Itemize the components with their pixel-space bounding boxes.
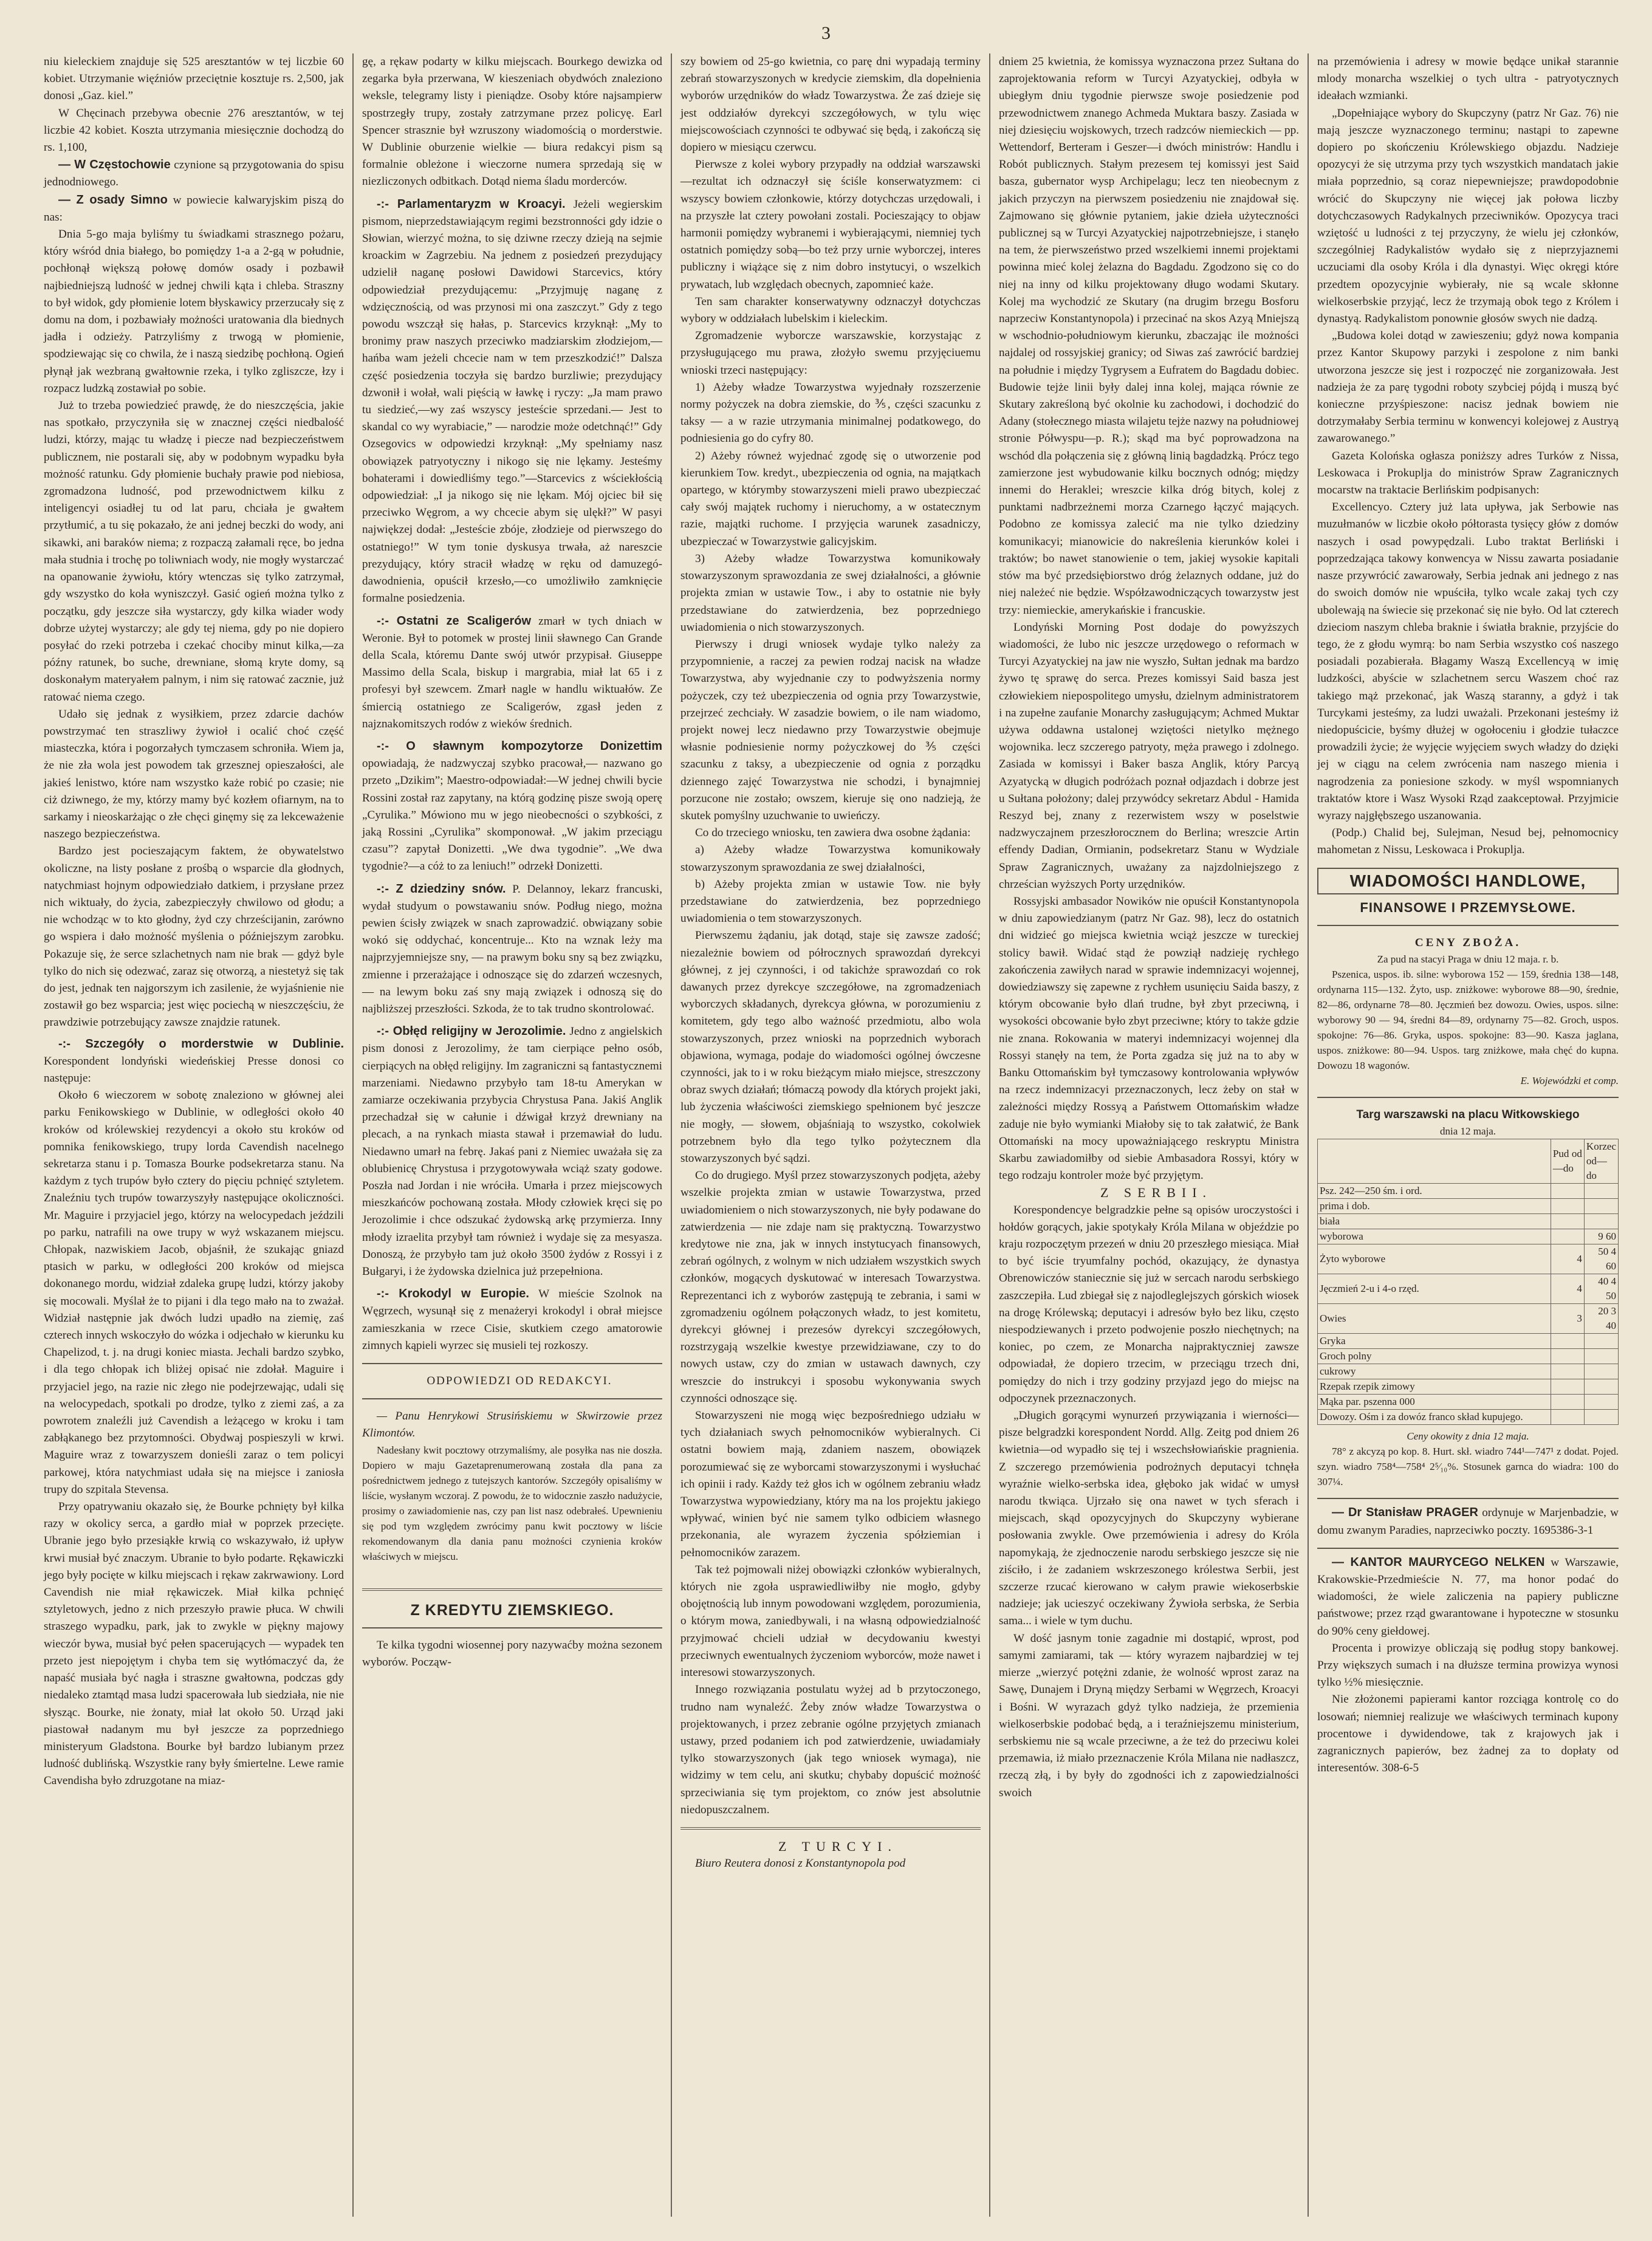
news-text: Jeżeli wegierskim pismom, nieprzedstawiającym regimi bezstronności gdy idzie o Słowian, wierzyć można, to się dziwne rzeczy dzieją na sejmie kroackim w Zagrzebiu. Na jednem z posiedzeń prezydujący udzielił naganę posłowi Dawidowi Starcevics, który odpowiedział prezydującemu: „Przyjmuję naganę z wdzięcznością, od was przynosi mi ona zaszczyt.” Gdy z tego powodu wszczął się hałas, p. Starcevics krzyknął: „My to bronimy praw naszych przeciwko madziarskim złodziejom,—hańba wam jeżeli chcecie nam w tem przeszkodzić!” Dalsza część posiedzenia toczyła się bardzo burzliwie; prezydujący dzwonił i wołał, wali pięścią w ławkę i ryczy: „Ja mam prawo tu siedzieć,—wy zaś wszyscy jesteście sprzedani.— Jest to skandal co wy wyrabiacie,” — narodzie może odetchnąć!” Gdy Ozsegovics w odpowiedzi krzyknął: „My spełniamy nasz obowiązek patryotyczny i nikogo się nie lękamy. Jesteśmy bohaterami i dowiedliśmy tego.”—Starcevics z wściekłością odpowiedział: „I ja nikogo się nie lękam. Mój ojciec bił się przeciwko Węgrom, a wy chcecie abym się ulękł?” W pasyi najwiękzej dodał: „Jesteście zbóje, złodzieje od pierwszego do ostatniego!” W tym tonie dyskusya trwała, aż nareszcie prezydujący, który stracił władzę w ręku od damuzegó-dawodnienia, opuścił krzesło,—co umożliwiło zamknięcie formalne posiedzenia. (362, 197, 663, 605)
paragraph: Nadesłany kwit pocztowy otrzymaliśmy, ale posyłka nas nie doszła. Dopiero w maju Gazetaprenumerowaną została dla pana za pośrednictwem jednego z tutejszych kantorów. Szczegóły opisaliśmy w liście, wysłanym wczoraj. Z powodu, że to widocznie zaszło nadużycie, prosimy o zawiadomienie nas, czy pan list nasz odebrałeś. Upewnieniu się pod tym względem zwrócimy panu kwit pocztowy w liście rekomendowanym dla dania panu możności czynienia kroków właściwych w miejscu. (362, 1444, 662, 1562)
paragraph: Co do trzeciego wniosku, ten zawiera dwa osobne żądania: (695, 826, 971, 840)
news-czestochowa (44, 156, 344, 191)
paragraph: Nie złożonemi papierami kantor rozciąga kontrolę co do losowań; niemniej realizuje we właściwych terminach kupony procentowe i dywidendowe, tak z krajowych jak i zagranicznych papierów, bez żadnej za to dopłaty od interesentów. 308-6-5 (1317, 1693, 1619, 1775)
column-1 (35, 53, 354, 2217)
news-head: — W Częstochowie (58, 158, 171, 172)
paragraph: Procenta i prowizye obliczają się podług stopy bankowej. Przy większych sumach i na dłuższe termina prowizya wynosi tylko ½% miesięcznie. (1317, 1641, 1619, 1689)
table-cell (1551, 1349, 1584, 1364)
paragraph: 1) Ażeby władze Towarzystwa wyjednały rozszerzenie normy pożyczek na dobra ziemskie, do ⅗, części szacunku z taksy — a w razie utrzymania minimalnej podatkowego, do podniesienia go do cyfry 80. (680, 380, 981, 445)
paragraph: 2) Ażeby równeż wyjednać zgodę się o utworzenie pod kierunkiem Tow. kredyt., ubezpieczenia od ognia, na majątkach opartego, w którymby stowarzyszeni mieli prawo ubezpieczać cały swój majątek ruchomy i nieruchomy, a w ostatecznym razie, majątki ruchome. I przyjęcia warunek zasadniczy, ubezpieczać w Towarzystwie galicyjskim. (680, 449, 981, 548)
paragraph: „Długich gorącymi wynurzeń przywiązania i wierności— pisze belgradzki korespondent Nordd. Allg. Zeitg pod dniem 26 kwietnia—od wypadło się tej i wszechsłowiańskie pragnienia. Z szczerego przemówienia podrożnych deputacyi tchnęła wyraźnie wielko-serbska idea, głęboko jak widać w umysł narodu tkwiąca. Ujrzało się ona nawet w tych sferach i miejscach, skąd opozycyjnych do Skupczyny wybierane posłowania zwykle. Owe przemówienia i adresy do Króla napomykają, że zjednoczenie narodu serbskiego jeszcze się nie ziściło, i że zadaniem wskrzeszonego królestwa Serbii, jest szczerze rzucać kierowano w całym prawie wiekoserbskie nadzieje; jak ucieszyć oczekiwany Żywioła serbska, że Serbia sama... i wiele w tym duchu. (999, 1409, 1299, 1628)
ad-nelken (1317, 1548, 1619, 1777)
table-row (1318, 1349, 1619, 1364)
paragraph: Innego rozwiązania postulatu wyżej ad b przytoczonego, trudno nam wynaleźć. Żeby znów władze Towarzystwa o projektowanych, i przez zebranie ogólne przyjętych zmianach ustawy, przed podaniem ich pod zatwierdzenie, uwiadamiały tylko stowarzyszonych (jak tego wniosek wymaga), nie widzimy w tem celu, ani skutku; chybaby dopuścić możność sprzeciwiania się tym projektom, co znów jest absolutnie niedopuszczalnem. (680, 1683, 981, 1816)
table-cell: 50 4 60 (1584, 1244, 1618, 1274)
grain-prices-intro: Za pud na stacyi Praga w dniu 12 maja. r. b. (1377, 953, 1559, 966)
news-head: -:- Krokodyl w Europie. (377, 1287, 529, 1301)
column-2 (354, 53, 672, 2217)
news-crocodile (362, 1285, 662, 1354)
section-title-serbia: Z SERBII. (1100, 1185, 1213, 1201)
table-row (1318, 1244, 1619, 1274)
paragraph: b) Ażeby projekta zmian w ustawie Tow. nie były przedstawiane do zatwierdzenia, bez poprzedniego uwiadomienia o tem stowarzyszonych. (680, 877, 981, 925)
table-cell (1551, 1334, 1584, 1349)
news-text: Jedno z angielskich pism donosi z Jerozolimy, że tam cierpiące pełno osób, cierpiących na obłęd religijny. Im zagraniczni są fantastycznemi marzeniami. Niedawno przybyło tam 18-tu Amerykan w zamiarze oczekiwania przybycia Chrystusa Pana. Jakiś Anglik przechadzał się w całunie i dźwigał krzyż drewniany na plecach, a na rynkach miasta stawał i przemawiał do ludu. Niedawno umarł na febrę. Jakaś pani z Niemiec uważała się za oblubienicę Chrystusa i przygotowywała wciąż szaty godowe. Poszła nad Jordan i nie wróciła. Umarła i przez miejscowych mieszkańców pochowaną została. Młody człowiek kręci się po Jerozolimie i chce odszukać żydowską arkę przymierza. Inny młody izraelita przybył tam również i wydaje się za mesyasza. Donoszą, że przybyło tam już około 3500 żydów z Rossyi i z Bułgaryi, i że żydowska dzielnica już przepełniona. (362, 1025, 663, 1278)
paragraph: Udało się jednak z wysiłkiem, przez zdarcie dachów powstrzymać ten straszliwy żywioł i ocalić choć część miasteczka, która i pogorzałych tymczasem schroniła. Wiem ja, że nie zła wola jest powodem tak grzesznej opieszałości, ale jakieś lenistwo, które nam wszystko każe robić po czasie; nie ciż dziwnego, że my, którzy mamy być kozłem ofiarnym, na to sarkamy i nieoskarżając o złe chęci ginęmy się za lekceważenie naszego bezpieczeństwa. (44, 707, 344, 841)
spirits-title: Ceny okowity z dnia 12 maja. (1407, 1430, 1529, 1443)
paragraph: 3) Ażeby władze Towarzystwa komunikowały stowarzyszonym sprawozdania ze swej działalności, a głównie projekta zmian w ustawie Tow., i aby to ostatnie nie były przedstawiane do zatwierdzenia, bez poprzedniego uwiadomienia o nich stowarzyszonych. (680, 552, 981, 634)
table-cell: 3 (1551, 1304, 1584, 1334)
divider (362, 1398, 662, 1399)
news-text: zmarł w tych dniach w Weronie. Był to potomek w prostej linii sławnego Can Grande della Scala, któremu Dante swój utwór przypisał. Giuseppe Massimo della Scala, biskup i margrabia, miał lat 65 i z profesyi był szewcem. Zmarł nagle w handlu wiktuałów. Ze śmiercią ostatniego ze Scaligerów, zgasł jeden z najznakomitszych rodów z wieków średnich. (362, 614, 663, 730)
table-row (1318, 1214, 1619, 1229)
columns (35, 53, 1628, 2217)
market-date: dnia 12 maja. (1439, 1125, 1496, 1138)
divider (1317, 925, 1619, 926)
paragraph: Biuro Reutera donosi z Konstantynopola pod (695, 1857, 906, 1870)
table-row (1318, 1379, 1619, 1395)
table-cell (1584, 1214, 1618, 1229)
paragraph: niu kieleckiem znajduje się 525 aresztantów w tej liczbie 60 kobiet. Utrzymanie więźniów przeciętnie kosztuje rs. 2,500, jak donosi „Gaz. kiel.” (44, 55, 344, 103)
news-head: -:- Parlamentaryzm w Kroacyi. (377, 197, 566, 211)
paragraph: gę, a rękaw podarty w kilku miejscach. Bourkego dewizka od zegarka była przerwana, W kieszeniach obydwóch znaleziono weksle, telegramy listy i pieniądze. Osoby które najsampierw spostrzegły trupy, zostały zatrzymane przez policyę. Earl Spencer strasznie był wzruszony wiadomością o morderstwie. W Dublinie oburzenie wielkie — biura redakcyi pism są formalnie obleżone i wieczorne numera sprzedają się w niezliczonych odbitkach. Dotąd niema śladu morderców. (362, 55, 662, 188)
paragraph: Pierwsze z kolei wybory przypadły na oddział warszawski —rezultat ich odznaczył się ściśle konserwatyzmem: ci wszyscy bowiem członkowie, którzy dotychczas urzędowali, i na przyszłe lat cztery powołani zostali. Pocieszający to objaw harmonii pomiędzy wybranemi i wybierającymi, niemniej tych ostatnich pomiędzy sobą—bo też przy urnie wyborczej, interes publiczny i wiążące się z nim dobro instytucyi, o wszelkich prywatach, lub względach obecnych, zapomnieć każe. (680, 158, 981, 291)
table-row (1318, 1334, 1619, 1349)
table-header-row (1318, 1139, 1619, 1184)
paragraph: Dnia 5-go maja byliśmy tu świadkami strasznego pożaru, który wśród dnia białego, bo pomiędzy 1-a a 2-gą w południe, pochłonął większą połowę domów osady i pozbawił najbiedniejszą ludność w jednej chwili kąta i chleba. Straszny to był widok, gdy płomienie lotem błyskawicy przerzucały się z domu na dom, i pozbawiały możności uratowania dla biednych jadła i odzieży. Patrzyliśmy z trwogą w płomienie, spodziewając się co chwila, że i naszą siedzibę pochłoną. Ogień płynął jak wezbraną gwałtownie rzeka, i tylko zgliszcze, łzy i rozpacz ludzką zostawiał po sobie. (44, 228, 344, 395)
section-subtitle-trade: FINANSOWE I PRZEMYSŁOWE. (1360, 899, 1576, 915)
table-cell: biała (1318, 1214, 1551, 1229)
table-cell: 9 60 (1584, 1229, 1618, 1244)
table-cell: Mąka par. pszenna 000 (1318, 1395, 1551, 1410)
paragraph: Excellencyo. Cztery już lata upływa, jak Serbowie nas muzułmanów w liczbie około półtorasta tysięcy głów z domów naszych i osad powypędzali. Lubo traktat Berliński i poprzedzająca takowy konwencya w Nissu zawarta posiadanie nasze przywrócić zawarowały, Serbia jednak ani jednego z nas do swoich domów nie wpuściła, tylko wcale zakaj tych czy ubolewają na świecie się przekonać się nie było. Od lat czterech dzieciom naszym chleba braknie i światła braknie, przyjście do tego, że z głodu wymrą: bo nam Serbia wszystko coś naszego posiadali pozabierała. Błagamy Waszą Excellencyą w imię ludzkości, abyście w szlachetnem sercu Waszem choć raz takiego mąż przekonać, jak Waszą staranny, a gdyż i tak Turcykami jesteśmy, za ludzi uważali. Przekonani jesteśmy iż niedopuścicie, byśmy dłużej w ogołoceniu i głodzie tułaczce prowadzili życie; że wyjęcie wyjęciem swych władzy do dzięki jej w ciągu na celem zwrócenia nam naszego mienia i nagrodzenia za poniesione szkody. w myśl wspomnianych traktatów ktore i Wasz Wysoki Rząd zaakceptował. Przyjmicie wyrazy najgłębszego uszanowania. (1317, 501, 1619, 822)
table-cell: Dowozy. Ośm i za dowóz franco skład kupujego. (1318, 1410, 1551, 1425)
column-3 (672, 53, 990, 2217)
ad-body: w Warszawie, Krakowskie-Przedmieście N. 77, ma honor podać do wiadomości, że wiele zaliczenia na papiery publiczne państwowe; przez rząd gwarantowane i hypoteczne w stosunku do 90% ceny giełdowej. (1317, 1556, 1619, 1638)
news-dreams (362, 880, 662, 1018)
paragraph: W dość jasnym tonie zagadnie mi dostąpić, wprost, pod samymi zamiarami, tak — który wyrazem najbardziej w tej mierze „wierzyć potężni zdanie, że wolność wprost zaraz na Sawę, Dunajem i Dryną między Serbami w Węgrzech, Kroacyi i Bośni. W wyrazach gdyż tylko nadzieja, że przemienia wielkoserbskie podobać będą, a i teraźniejszemu ministerium, serbskiemu nie są wcale przeciwne, a że też do przeciwu kolei przemawia, iż miało przeznaczenie Króla Milana nie nadłaszcz, rzeczą złą, i by były do zgodności ich z zapowiedzialności swoich (999, 1632, 1299, 1799)
paragraph: a) Ażeby władze Towarzystwa komunikowały stowarzyszonym sprawozdania ze swej działalności, (680, 843, 981, 874)
table-cell (1551, 1379, 1584, 1395)
table-cell: Rzepak rzepik zimowy (1318, 1379, 1551, 1395)
table-cell (1551, 1214, 1584, 1229)
table-cell (1551, 1395, 1584, 1410)
ad-head: — Dr Stanisław PRAGER (1332, 1506, 1478, 1520)
news-jerusalem (362, 1023, 662, 1280)
paragraph: Rossyjski ambasador Nowików nie opuścił Konstantynopola w dniu zapowiedzianym (patrz Nr Gaz. 98), lecz do ostatnich dni widzieć go miejsca kwietnia wciąż jeszcze w tureckiej stolicy bawił. Widać stąd że powziął nadzieję rychłego zakończenia zawiłych narad w sprawie indemnizacyi wojennej, dowiedziawszy się zapewne z rychłem usunięciu Saida baszy, z którym obcowanie było dlań trudne, był zbyt przeciwną, i wysokości obcowanie było zbyt przeciwne; który to także gdzie nie znana. Rokowania w materyi indemnizacyi wojennej dla Rossyi stanęły na tem, że Porta zgadza się już na to aby w Banku Ottomańskim był tymczasowy kontrolowania wpływów na rzecz indemnizacyi przeznaczonych, lecz żeby on stał w zależności między Rossyą a Państwem Ottomańskim władze zaduje nie było wymianki Miałoby się to tak załatwić, że Bank Ottomański na mocy upoważniającego reskryptu Ministra Skarbu zawiadomiłby od siebie Ambasadora Rossyi, który w tego rodzaju kontroler może być przyjętym. (999, 894, 1299, 1182)
table-cell (1584, 1364, 1618, 1379)
market-title: Targ warszawski na placu Witkowskiego (1356, 1108, 1580, 1122)
paragraph: Korespondencye belgradzkie pełne są opisów uroczystości i hołdów gorących, jakie spotykały Króla Milana w objeździe po kraju rozpoczętym przezeń w dniu 20 przeszłego miesiąca. Miał to być iście tryumfalny pochód, okazujący, że dynastya Obrenowiczów staniecznie się już w sercach narodu serbskiego zaszczepiła. Lud zbiegał się z najodleglejszych górskich wiosek na drogę Królewską; deputacyi i adresów było bez liku, często niespodziewanych i przeto podwojenie poszło niechętnych; na koniec, po czem, ze Monarcha najpraktyczniej zawsze odpowiadał, że dopiero trzecim, w przeciągu trzech dni, pomiędzy do nich i trzy godziny przyjazd jego do miejsc na odpoczynek przeznaczonych. (999, 1203, 1299, 1405)
table-row (1318, 1229, 1619, 1244)
table-cell: 4 (1551, 1274, 1584, 1304)
news-donizetti (362, 738, 662, 876)
table-cell (1551, 1410, 1584, 1425)
table-cell (1551, 1229, 1584, 1244)
section-title-credit: Z KREDYTU ZIEMSKIEGO. (410, 1601, 614, 1619)
paragraph: Już to trzeba powiedzieć prawdę, że do nieszczęścia, jakie nas spotkało, przyczyniła się w znacznej części niedbalość ludzi, którzy, mając tu władzę i piecze nad bezpieczeństwem publicznem, nie postarali się, aby w podobnym wypadku była możność ratunku. Gdy płomienie buchały prawie pod niebiosa, zgromadzona ludność, pod przewodnictwem kilku z inteligencyi osiadłej tu od lat paru, chciała je gwałtem przytłumić, a tu się pokazało, że ani jednej beczki do wody, ani sikawki, ani baraków niema; z rozpaczą załamali ręce, bo jedna mała studnia i trochę po toliwniach wody, nie mogły wystarczać na opanowanie żywiołu, który wtenczas się tylko zatrzymał, gdy wszystko do koła wyniszczył. Gasić ogień można tylko z początku, gdy jeszcze siła wystarczy, gdy kilka wiader wody dobrze użytej wystarczy; ale gdy tej niema, gdy po nie dopiero posyłać do rzeki potrzeba i czekać chociby minut kilka,—za późny ratunek, bo suche, drewniane, słomą kryte domy, są doskonałym materyałem palnym, i nim się ratować zacznie, już ratować niema czego. (44, 399, 344, 704)
table-cell (1584, 1199, 1618, 1214)
section-title-redakcja: ODPOWIEDZI OD REDAKCYI. (427, 1374, 612, 1388)
grain-prices-title: CENY ZBOŻA. (1414, 936, 1521, 949)
section-title-turkey: Z TURCYI. (778, 1838, 897, 1854)
news-text: P. Delannoy, lekarz francuski, wydał studyum o powstawaniu snów. Podług niego, można pewien ścisły związek w snach zaprowadzić. obwiązany sobie wokó się oddychać, koncentruje... Kto na wznak leży ma najprzyjemniejsze sny, — na prawym boku sny są bez związku, zmienne i przerażające i odnoszące się do zdarzeń wczesnych,— na lewym boku zaś sny mają związek i odnoszą się do najbliższej przeszłości. Szkoda, że to tak trudno skontrolować. (362, 882, 662, 1015)
ad-text (1317, 1504, 1619, 1539)
paragraph: na przemówienia i adresy w mowie będące unikał starannie mlody monarcha wszelkiej o tych ultra - patryotycznych ideałach wzmianki. (1317, 55, 1619, 103)
paragraph: Pierwszy i drugi wniosek wydaje tylko należy za przypomnienie, a raczej za pewien rodzaj nacisk na władze Towarzystwa, aby wyjednanie czy to podwyższenia normy pożyczek, czy też ubezpieczenia od ognia przy Towarzystwie, przejrzeć zechciały. W zasadzie bowiem, o ile nam wiadomo, projekt nowej lecz niedawno przy Towarzystwie obejmuje własnie podniesienie normy pożyczkowej do ⅗ części szacunku z taksy, a ubezpieczenie od ognia z porządku dziennego zajęć Towarzystwa nie schodzi, i bynajmniej porzucone nie zostało; owszem, kieruje się ono nadzieją, że skutek pomyślny uzuchwanie to uwieńczy. (680, 637, 981, 822)
table-row (1318, 1395, 1619, 1410)
table-cell: 4 (1551, 1244, 1584, 1274)
paragraph: Około 6 wieczorem w sobotę znaleziono w głównej alei parku Fenikowskiego w Dublinie, w odległości około 40 kroków od królewskiej rezydencyi a około stu kroków od pomnika fenikowskiego, trupy lorda Cavendish nacelnego sekretarza stanu i p. Tomasza Bourke podsekretarza stanu. Na każdym z tych trupów było cztery do pięciu pchnięć sztyletem. Znaleźniu tych trupów towarzyszyły następujące okoliczności. Mr. Maguire i przyjaciel jego, którzy na welocypedach jeździli po parku, natrafili na owe trupy w wyż wskazanem miejscu. Chłopak, nazwiskiem Jacob, objaśnił, że szukając gniazd ptasich w parku, w odległości 200 kroków od miejsca dokonanego mordu, widział zdaleka grupę ludzi, którzy jakoby się mocowali. Myślał że to pijani i dla tego mało na to zważał. Widział następnie jak dwóch ludzi upadło na ziemię, zaś czterech innych wskoczyło do wózka i odjechało w kierunku ku Chapelizod, t. j. na drugi koniec miasta. Jechali bardzo szybko, i dla tego chłopak ich bliżej opisać nie zdołał. Maguire i przyjaciel jego, na razie nic złego nie podejrzewając, udali się na welocypedach, spotkali po drodze, tylko z ziemi zaś, a za powrotem znaleźli już Cavendish a leżącego w kroku i tam zabłąkanego bez przytomności. Obydwaj pospieszyli w krwi. Maguire wraz z towarzyszem donieśli zaraz o tem policyi parkowej, która natychmiast udała się na miejsce i zaniosła trupy do szpitala Stevensa. (44, 1089, 344, 1496)
grain-prices-signature: E. Wojewódzki et comp. (1520, 1075, 1619, 1087)
table-cell: Psz. 242—250 śm. i ord. (1318, 1184, 1551, 1199)
table-header-cell: Korzec od—do (1584, 1139, 1618, 1184)
news-head: -:- Obłęd religijny w Jerozolimie. (377, 1024, 566, 1038)
table-row (1318, 1274, 1619, 1304)
reply-addressee: — Panu Henrykowi Strusińskiemu w Skwirzowie przez Klimontów. (362, 1410, 662, 1440)
page-number: 3 (821, 23, 831, 43)
table-cell (1584, 1379, 1618, 1395)
news-text: W mieście Szolnok na Węgrzech, wysunął się z menażeryi krokodyl i obrał miejsce zamieszkania w rzece Cisie, skutkiem czego amatorowie zimnych kąpieli wyrzec się musieli tej rozkoszy. (362, 1288, 663, 1352)
table-cell: prima i dob. (1318, 1199, 1551, 1214)
column-4 (990, 53, 1309, 2217)
table-cell: Groch polny (1318, 1349, 1551, 1364)
news-simno (44, 191, 344, 226)
table-cell (1584, 1334, 1618, 1349)
ad-head: — KANTOR MAURYCEGO NELKEN (1332, 1555, 1545, 1569)
table-cell (1584, 1395, 1618, 1410)
table-row (1318, 1304, 1619, 1334)
news-head: -:- Ostatni ze Scaligerów (377, 614, 532, 628)
table-cell (1584, 1184, 1618, 1199)
news-scaliger (362, 613, 662, 733)
paragraph: Co do drugiego. Myśl przez stowarzyszonych podjęta, ażeby wszelkie projekta zmian w ustawie Towarzystwa, przed uwiadomieniem o nich stowarzyszonych, nie były podawane do zatwierdzenia — nie zdaje nam się praktyczną. Towarzystwo kredytowe nie zna, jak w innych instytucyach finansowych, zebrań ogólnych, z wolnym w nich udziałem wszystkich swych członków, mogących dyskutować w interesach Towarzystwa. Reprezentanci ich z wyborów zastępują te zebrania, i sami w zgromadzeniu ogólnem połączonych władz, to jest komitetu, dyrekcyi głównej i prezesów dyrekcyi szczegółowych, rozstrzygają wszelkie kwestye przewidziawane, czy to do nowych ustaw, czy do zmian w ustawach dawnych, czy wreszcie do instrukcyi i sposobu wykonywania swych czynności odnoszące się. (680, 1169, 981, 1405)
table-cell (1584, 1349, 1618, 1364)
divider (1317, 1097, 1619, 1098)
paragraph: „Dopełniające wybory do Skupczyny (patrz Nr Gaz. 76) nie mają jeszcze wyznaczonego terminu; nastąpi to zapewne dopiero po skończeniu Królewskiego objazdu. Nadzieje opozycyi że się utrzyma przy tych wszystkich mandatach jakie miała poprzednio, są coraz niepewniejsze; prawdopodobnie wrócić do Skupczyny nie więcej jak połowa liczby dotychczasowych Radykalnych przeciwników. Opozycya traci wziętość u ludności z tej przyczyny, że wielu jej członków, szczególniej Radykalistów wydało się z nieprzyjaznemi uczuciami dla osoby Króla i dla dynastyi. Więc okręgi które przedtem opozycyjnie wybierały, nie są wcale skłonne wielkoserbskie przyjąć, lecz że trzymają obok tego z Królem i dynastyą. Radykalistom ponownie głosów swych nie dadzą. (1317, 106, 1619, 326)
news-head: -:- Z dziedziny snów. (377, 882, 506, 896)
table-row (1318, 1410, 1619, 1425)
news-head: -:- Szczegóły o morderstwie w Dublinie. (58, 1037, 344, 1051)
divider (362, 1588, 662, 1591)
news-kroacya (362, 196, 662, 608)
paragraph: Ten sam charakter konserwatywny odznaczył dotychczas wybory w oddziałach lubelskim i kieleckim. (680, 295, 981, 326)
table-cell (1584, 1410, 1618, 1425)
paragraph: Stowarzyszeni nie mogą więc bezpośredniego udziału w tych działaniach swych pełnomocników wybieralnych. Ci ostatni bowiem mają, zdaniem naszem, obowiązek porozumiewać się ze wyborcami stowarzyszonymi i wysłuchać ich opinii i rady. Każdy też głos ich w ogólnem zebraniu władz Towarzystwa wypowiedziany, który ma na los projektu jakiego wpływać, winien być nie samem tylko odbiciem własnego przekonania, ale wyrazem życzenia spółziemian i pełnomocników zarazem. (680, 1409, 981, 1559)
table-cell: Jęczmień 2-u i 4-o rzęd. (1318, 1274, 1551, 1304)
paragraph: Pierwszemu żądaniu, jak dotąd, staje się zawsze zadość; niezależnie bowiem od półrocznych sprawozdań dyrekcyi głównej, z jej czynności, i od takichże sprawozdań co rok dawanych przez dyrekcye szczegółowe, na zgromadzeniach wyborczych składanych, dyrekcya główna, w porozumieniu z komitetem, gdy tego albo ważność przedmiotu, albo wola stowarzyszonych, przez wnioski na poprzednich wyborach objawiona, wymaga, podaje do wiadomości ogólnej ówczesne czynności, jak to i w roku bieżącym miało miejsce, streszczony obraz swych działań; tłómaczą powody dla których projekt jaki, lub życzenia właściwości ziemskiego spełnionem być jeszcze nie mogły, — słowem, objaśniają to wszystko, cokolwiek potrzebnem było dla tego tylko pożytecznem dla stowarzyszonych być sądzi. (680, 929, 981, 1165)
paragraph: dniem 25 kwietnia, że komissya wyznaczona przez Sułtana do zaprojektowania reform w Turcyi Azyatyckiej, odbyła w ubiegłym dniu tygodnie pierwsze swoje posiedzenie pod przewodnictwem znanego Achmeda Muktara baszy. Zasiada w niej dziesięciu wojskowych, trzech radzców niemieckich — pp. Wettendorf, Berteram i Geszer—i dwóch ministrów: Handlu i Robót publicznych. Stałym prezesem tej komissyi jest Said basza, gubernator wysp Archipelagu; lecz ten nieobecnym z jakich przyczyn na pierwszem posiedzeniu nie znajdował się. Zajmowano się głównie pytaniem, jakie dzieła użyteczności publicznej są w Turcyi Azyatyckiej najpotrzebniejsze, i stanęło na tem, że pierwszeństwo przed wszelkiemi innemi projektami powinna mieć kolej żelazna do Bagdadu. Zgodzono się co do niej na inny od kilku projektowany długo wodami Skutary. Kolej ma wychodzić ze Skutary (na drugim brzegu Bosforu naprzeciw Konstantynopola) i przecinać na skos Azyą Mniejszą w wschodnio-południowym kierunku, zbaczając ile możności najdalej od rossyjskiej granicy; od Siwas zaś zawrócić bardziej na południe i między Tygrysem a Eufratem do Bagdadu dobiec. Budowie tejże linii były dalej inna kolej, mająca równie ze Skutary zakreśloną być okolnie ku zachodowi, i dochodzić do Adany (stołecznego miasta wilajetu tejże nazwy na południowej stronie Półwyspu—p. R.); skąd ma być poprowadzona na wschód dla połączenia się z główną linią bagdadzką. Prócz tego zamierzone jest wybudowanie kilku bocznych odnóg; między innemi do Heraklei; wreszcie kilka dróg bitych, kolej z punktami nadbrzeżnemi morza Czarnego łączyć mających. Podobno ze komissya zalecić ma nie tylko dziedziny komunikacyi; mianowicie do nakreślenia kierunków kolei i traktów; bo nawet stanowienie o tem, jakiej wysokie kapitali stów ma być przedsiębiorstwo dróg żelaznych oddane, już do niej należeć nie będzie. Współzawodniczących towarzystw jest trzy: niemieckie, amerykańskie i francuskie. (999, 55, 1299, 617)
ad-body: ordynuje w Marjenbadzie, w domu zwanym Paradies, naprzeciwko poczty. 1695386-3-1 (1317, 1506, 1619, 1537)
table-cell: Gryka (1318, 1334, 1551, 1349)
table-cell: Owies (1318, 1304, 1551, 1334)
column-5 (1309, 53, 1627, 2217)
table-cell: cukrowy (1318, 1364, 1551, 1379)
table-cell: 20 3 40 (1584, 1304, 1618, 1334)
paragraph: W Chęcinach przebywa obecnie 276 aresztantów, w tej liczbie 42 kobiet. Koszta utrzymania miesięcznie dochodzą do rs. 1,100, (44, 106, 344, 154)
paragraph: Gazeta Kolońska ogłasza poniższy adres Turków z Nissa, Leskowaca i Prokuplja do ministrów Spraw Zagranicznych mocarstw na traktacie Berlińskim podpisanych: (1317, 449, 1619, 497)
divider (680, 1827, 981, 1830)
table-header-cell (1318, 1139, 1551, 1184)
news-text: w powiecie kalwaryjskim piszą do nas: (44, 193, 344, 224)
paragraph: Londyński Morning Post dodaje do powyższych wiadomości, że lubo nic jeszcze urzędowego o reformach w Turcyi Azyatyckiej na jaw nie wyszło, Sułtan jednak ma bardzo żywo tę sprawę do serca. Prezes komissyi Said basza jest człowiekiem niepospolitego umysłu, dzielnym administratorem i na zupełne zaufanie Monarchy zasługującym; Achmed Muktar używa oddawna ustalonej wziętości nietylko mężnego wojownika. lecz szczerego patryoty, męża prawego i zdolnego. Zasiada w komissyi i Baker basza Anglik, który Parcyą Azyatycką w długich podróżach poznał odjazdach i dobrze jest u Sułtana położony; dalej przywódcy sekretarz Abdul - Hamida Reszyd bej, znany z rezerwistem wszy w poselstwie nadzwyczajnem przeszłorocznem do Berlina; wreszcie Artin effendy Dadian, Ormianin, podsekretarz Stanu w Wydziale Spraw Zagranicznych, uważany za najzdolniejszego z chrześcian wyższych Porty urzędników. (999, 620, 1299, 891)
table-cell (1551, 1199, 1584, 1214)
news-head: — Z osady Simno (58, 193, 168, 207)
paragraph: Tak też pojmowali niżej obowiązki członków wybieralnych, których nie zgoła usprawiedliwiłby nie mogło, gdyby obojętnością lub innym powodowani względem, porozumienia, o którym mowa, zaniedbywali, i na własną odpowiedzialność przyjmować chcieli udział w decydowaniu kwestyi przeciwnych ewentualnych życzeniom wyborców, może nawet i interesowi stowarzyszonych. (680, 1563, 981, 1680)
divider (362, 1363, 662, 1364)
news-text: opowiadają, że nadzwyczaj szybko pracował,— nazwano go przeto „Dzikim”; Maestro-odpowiadał:—W jednej chwili bycie Rossini został raz zapytany, na którą godzinę pisze swoją operę „Cyrulika.” Mówiono mu w jego nieobecności o szybkości, z jaką Rossini „Cyrulika” skomponował. „W jakim przeciągu czasu”? zapytał Donizetti. „We dwa tygodnie”. „We dwa tygodnie?—a cóż to za leniuch!” odrzekł Donizetti. (362, 757, 662, 873)
table-cell: wyborowa (1318, 1229, 1551, 1244)
market-price-table (1317, 1139, 1619, 1425)
table-cell (1551, 1184, 1584, 1199)
divider (362, 1627, 662, 1628)
paragraph: Te kilka tygodni wiosennej pory nazywaćby można sezonem wyborów. Począw- (362, 1638, 662, 1669)
table-header-cell: Pud od—do (1551, 1139, 1584, 1184)
paragraph: szy bowiem od 25-go kwietnia, co parę dni wypadają terminy zebrań stowarzyszonych w kredycie ziemskim, dla dopełnienia wyborów urzędników do władz Towarzystwa. Że zaś dzieje się jest oddziałów dyrekcyi szczegółowych, w tylu więc miejscowościach czynności te odbywać się będą, i zakończą się dopiero w miesiącu czerwcu. (680, 55, 981, 154)
paragraph: Bardzo jest pocieszającym faktem, że obywatelstwo okoliczne, na listy posłane z prośbą o wsparcie dla głodnych, natychmiast hojnym odpowiedziało datkiem, i przysłane przez nich wiktuały, do życia, zabezpieczyły chwilowo od głodu; a nie wchodząc w to kto głodny, żyd czy chrześcijanin, zarówno go wspiera i dało możność myślenia o późniejszym zarobku. Pokazuje się, że serce szlachetnych nam nie brak — gdyż byle tylko do nich się odezwać, zaraz się otworzą, a niestetyż się tak do jest, jednak ten najgorszym ich zasilenie, że wyjaśnienie nie zostawił go bez wsparcia; jest więc pociechą w nieszczęściu, że prawdziwie potrzebujący zawsze znajdzie ratunek. (44, 845, 344, 1029)
grain-prices-body: Pszenica, uspos. ib. silne: wyborowa 152 — 159, średnia 138—148, ordynarna 115—132. Żyto, usp. zniżkowe: wyborowe 88—90, średnie, 82—86, ordynarne 78—80. Jęczmień bez dowozu. Owies, uspos. silne: wyborowy 90 — 94, średni 84—89, ordynarny 75—82. Groch, uspos. spokojne: 76—86. Gryka, uspos. spokojne: 83—90. Kasza jaglana, uspos. zniżkowe: 80—94. Uspos. targ zniżkowe, mała chęć do kupna. Dowozu 18 wagonów. (1317, 969, 1619, 1072)
table-cell (1551, 1364, 1584, 1379)
paragraph: Zgromadzenie wyborcze warszawskie, korzystając z przysługującego mu prawa, złożyło swemu przyjęciuemu wnioski trzeci następujący: (680, 329, 981, 377)
section-title-trade: WIADOMOŚCI HANDLOWE, (1317, 868, 1619, 894)
table-row (1318, 1364, 1619, 1379)
table-cell: Żyto wyborowe (1318, 1244, 1551, 1274)
signature: (Podp.) Chalid bej, Sulejman, Nesud bej, pełnomocnicy mahometan z Nissu, Leskowaca i Prokuplja. (1317, 826, 1619, 857)
ad-prager (1317, 1498, 1619, 1539)
table-row (1318, 1184, 1619, 1199)
ad-text (1317, 1554, 1619, 1640)
table-row (1318, 1199, 1619, 1214)
paragraph: Przy opatrywaniu okazało się, że Bourke pchnięty był kilka razy w okolicy serca, a gardło miał w poprzek przecięte. Ubranie jego było przesiąkłe krwią co wskazywało, iż upływ krwi musiał być znaczym. Ubranie to było podarte. Rękawiczki jego były pocięte w kilku miejscach i rękaw zakrwawiony. Lord Cavendish nie miał rękawiczek. Miał kilka pchnięć sztyletowych, jedno z nich przeszyło prawie płuca. W chwili straszego wypadku, park, jak to zwykle w piękny majowy wieczór bywa, musiał być pełen spacerujących — wypadek ten przeto jest niepojętym i chyba tem się wytłómaczyć da, że napaść musiała być nagła i straszne gwałtowna, podczas gdy niedaleko ztamtąd masa ludzi spacerowała lub siedziała, nie nie słysząc. Bourke, nie żonaty, miał lat około 50. Urząd jaki piastował nadanym mu był jeszcze za poprzedniego ministeryum Gladstona. Bourke był bardzo lubianym przez ludność dublińską. Wszystkie rany były śmiertelne. Lewe ramie Cavendisha było zdruzgotane na miaz- (44, 1500, 344, 1788)
news-text: Korespondent londyński wiedeńskiej Presse donosi co następuje: (44, 1054, 344, 1085)
news-head: -:- O sławnym kompozytorze Donizettim (377, 739, 662, 753)
news-dublin (44, 1035, 344, 1088)
spirits-body: 78° z akcyzą po kop. 8. Hurt. skł. wiadro 744¹—747¹ z dodat. Pojed. szyn. wiadro 758⁴—758⁴ 2⁵⁄₁₀%. Stosunek garnca do wiadra: 100 do 307¼. (1317, 1446, 1619, 1488)
table-cell: 40 4 50 (1584, 1274, 1618, 1304)
paragraph: „Budowa kolei dotąd w zawieszeniu; gdyż nowa kompania przez Kantor Skupowy parzyki i zespolone z nim banki utworzona jeszcze się jest i rozpoczęć nie zorganizowała. Jest nadzieja że za parę tygodni roboty szybciej pójdą i muszą być konieczne przyśpieszone: nacisz jednak bowiem nie dotrzymałaby Serbia terminu w konwencyi kolejowej z Austryą zawarowanego.” (1317, 329, 1619, 445)
news-text: czynione są przygotowania do spisu jednodniowego. (44, 159, 344, 189)
